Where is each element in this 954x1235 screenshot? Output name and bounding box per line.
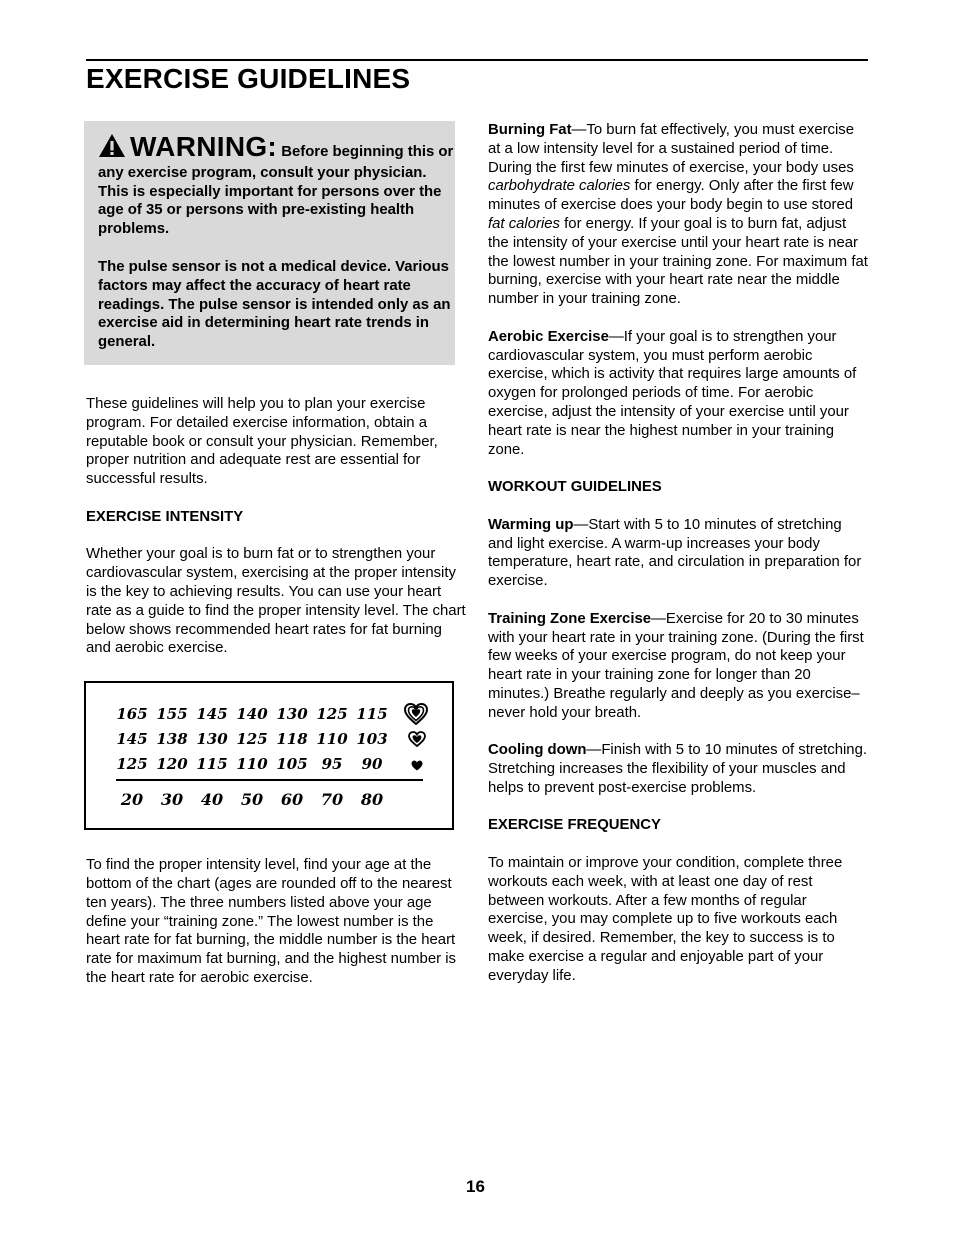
burning-fat-text-2: for energy. Only after the first few minutes of exercise does your body begin to use stored bbox=[488, 178, 854, 214]
chart-age-label: 60 bbox=[280, 790, 304, 810]
chart-value: 125 bbox=[236, 730, 268, 749]
warming-up-text: —Start with 5 to 10 minutes of stretching and light exercise. A warm-up increases your body temperature, heart rate, and circulation in preparation for exercise. bbox=[488, 516, 862, 590]
cooling-down-paragraph bbox=[488, 741, 868, 797]
page-number: 16 bbox=[466, 1177, 485, 1196]
warming-up-term: Warming up bbox=[488, 516, 574, 533]
cooling-down-text: —Finish with 5 to 10 minutes of stretching. Stretching increases the flexibility of your muscles and helps to prevent post-exercise problems. bbox=[488, 742, 867, 796]
chart-value: 145 bbox=[116, 730, 148, 749]
warning-paragraph-1 bbox=[98, 133, 455, 239]
large-heart-icon bbox=[404, 703, 428, 731]
chart-age-label: 20 bbox=[120, 790, 144, 810]
warning-triangle-icon bbox=[98, 133, 126, 164]
burning-fat-paragraph bbox=[488, 121, 868, 309]
small-heart-icon bbox=[411, 758, 423, 777]
chart-value: 118 bbox=[276, 730, 308, 749]
chart-value: 125 bbox=[316, 705, 348, 724]
intro-paragraph: These guidelines will help you to plan your exercise program. For detailed exercise information, obtain a reputable book or consult your physician. Remember, proper nutrition and adequate rest are essential for successful results. bbox=[86, 396, 438, 488]
chart-age-label: 80 bbox=[360, 790, 384, 810]
aerobic-exercise-text: —If your goal is to strengthen your cardiovascular system, you must perform aerobic exercise, which is activity that requires large amounts of oxygen for prolonged periods of time. For aerobic exercise, adjust the intensity of your exercise until your heart rate is near the highest number in your training zone. bbox=[488, 328, 857, 458]
right-column bbox=[488, 121, 868, 986]
chart-value: 110 bbox=[316, 730, 348, 749]
chart-value: 120 bbox=[156, 755, 188, 774]
warning-text-1: Before beginning this or any exercise program, consult your physician. This is especially important for persons over the age of 35 or persons with pre-existing health problems. bbox=[98, 144, 454, 238]
chart-value: 145 bbox=[196, 705, 228, 724]
heart-rate-chart bbox=[84, 681, 454, 830]
chart-value: 103 bbox=[356, 730, 388, 749]
chart-value: 90 bbox=[361, 755, 383, 774]
page-title: EXERCISE GUIDELINES bbox=[86, 63, 411, 94]
aerobic-exercise-paragraph bbox=[488, 328, 868, 460]
cooling-down-term: Cooling down bbox=[488, 742, 587, 759]
exercise-frequency-heading: EXERCISE FREQUENCY bbox=[488, 817, 661, 834]
chart-value: 130 bbox=[276, 705, 308, 724]
chart-age-label: 50 bbox=[240, 790, 264, 810]
carbohydrate-calories-term: carbohydrate calories bbox=[488, 178, 631, 195]
chart-value: 155 bbox=[156, 705, 188, 724]
chart-value: 115 bbox=[356, 705, 388, 724]
workout-guidelines-heading: WORKOUT GUIDELINES bbox=[488, 479, 662, 496]
training-zone-text: —Exercise for 20 to 30 minutes with your heart rate in your training zone. (During the first few weeks of your exercise program, do not keep your heart rate in your training zone for longer than 20 minutes.) Breathe regularly and deeply as you exercise–never hold your breath. bbox=[488, 610, 864, 721]
training-zone-paragraph bbox=[488, 610, 868, 723]
chart-axis-line bbox=[116, 779, 423, 781]
frequency-paragraph: To maintain or improve your condition, complete three workouts each week, with at least one day of rest between workouts. After a few months of regular exercise, you may complete up to five workouts each week, if desired. Remember, the key to success is to make exercise a regular and enjoyable part of your everyday life. bbox=[488, 855, 843, 984]
fat-calories-term: fat calories bbox=[488, 215, 561, 232]
find-intensity-paragraph: To find the proper intensity level, find your age at the bottom of the chart (ages are rounded off to the nearest ten years). The three numbers listed above your age define your “training zone.” The lowest number is the heart rate for fat burning, the middle number is the heart rate for maximum fat burning, and the highest number is the heart rate for aerobic exercise. bbox=[86, 857, 456, 986]
title-rule bbox=[86, 59, 868, 61]
left-column bbox=[86, 121, 466, 988]
chart-value: 140 bbox=[236, 705, 268, 724]
burning-fat-term: Burning Fat bbox=[488, 122, 572, 138]
chart-age-label: 30 bbox=[160, 790, 184, 810]
burning-fat-text-1: —To burn fat effectively, you must exercise at a low intensity level for a sustained period of time. During the first few minutes of exercise, your body uses bbox=[488, 122, 855, 176]
medium-heart-icon bbox=[408, 731, 426, 753]
warming-up-paragraph bbox=[488, 516, 868, 591]
chart-value: 138 bbox=[156, 730, 188, 749]
training-zone-term: Training Zone Exercise bbox=[488, 610, 652, 627]
chart-age-label: 70 bbox=[320, 790, 344, 810]
exercise-intensity-heading: EXERCISE INTENSITY bbox=[86, 508, 244, 525]
aerobic-exercise-term: Aerobic Exercise bbox=[488, 328, 609, 345]
warning-word: WARNING: bbox=[130, 131, 278, 162]
warning-box bbox=[84, 121, 455, 365]
chart-value: 105 bbox=[276, 755, 308, 774]
chart-value: 110 bbox=[236, 755, 268, 774]
warning-text-2: The pulse sensor is not a medical device. Various factors may affect the accuracy of heart rate readings. The pulse sensor is intended only as an exercise aid in determining heart rate trends in general. bbox=[98, 258, 451, 351]
chart-value: 130 bbox=[196, 730, 228, 749]
intensity-paragraph: Whether your goal is to burn fat or to strengthen your cardiovascular system, exercising at the proper intensity is the key to achieving results. You can use your heart rate as a guide to find the proper intensity level. The chart below shows recommended heart rates for fat burning and aerobic exercise. bbox=[86, 546, 466, 657]
burning-fat-text-3: for energy. If your goal is to burn fat, adjust the intensity of your exercise until your heart rate is near the lowest number in your training zone. For maximum fat burning, exercise with your heart rate near the middle number in your training zone. bbox=[488, 215, 868, 308]
chart-value: 165 bbox=[116, 705, 148, 724]
chart-value: 95 bbox=[321, 755, 343, 774]
chart-value: 125 bbox=[116, 755, 148, 774]
chart-value: 115 bbox=[196, 755, 228, 774]
chart-age-label: 40 bbox=[200, 790, 224, 810]
